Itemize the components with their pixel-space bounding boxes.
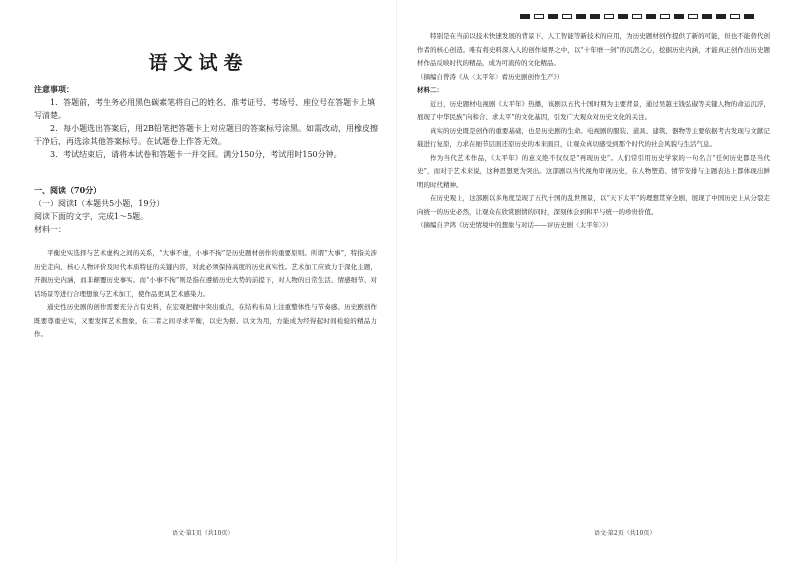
section-header <box>34 184 379 236</box>
source-citation: （摘编自尹鸿《历史情境中的想象与对话——评历史剧〈太平年〉》） <box>417 221 612 229</box>
page-footer: 语文·第2页（共10页） <box>594 530 656 537</box>
material-label: 材料二： <box>417 86 443 94</box>
right-top-text <box>417 30 770 233</box>
notice-block <box>34 83 379 161</box>
material-one-text <box>34 247 377 342</box>
notice-heading: 注意事项： <box>34 84 74 94</box>
paragraph: 平衡史实选择与艺术虚构之间的关系，“大事不虚，小事不拘”是历史题材创作的重要原则。所谓“大事”，特指关涉历史走向、核心人物评价及时代本质特征的关键内容，对此必须保持高度的历史真实性。艺术加工应致力于深化主题，开掘历史内涵，而非颠覆历史事实。而“小事不拘”则是指在遵循历史大势的前提下，对人物的日常生活、情感细节、对话场景等进行合理想象与艺术加工，使作品更具艺术感染力。 <box>34 249 377 298</box>
paragraph: 作为当代艺术作品，《太平年》的意义绝不仅仅是“再现历史”。人们常引用历史学家的一句名言“任何历史都是当代史”，而对于艺术来说，这种思想更为突出。这部剧以当代视角审视历史，在人物塑造、情节安排与主题表达上都体现出鲜明的时代精神。 <box>417 153 770 189</box>
instruction: 阅读下面的文字，完成1～5题。 <box>34 212 149 221</box>
paragraph: 通史性历史剧的创作需要充分占有史料，在宏观把握中突出重点，在结构布局上注重整体性与节奏感。历史剧创作既要尊重史实，又要发挥艺术想象，在二者之间寻求平衡，以史为据、以文为用，方能成为经得起时间检验的精品力作。 <box>34 303 377 338</box>
section-title: 一、阅读（70分） <box>34 185 102 195</box>
subsection-title: （一）阅读Ⅰ（本题共5小题，19分） <box>34 199 165 208</box>
paragraph: 特别是在当前以技术快速发展的背景下，人工智能等新技术的应用，为历史题材创作提供了新的可能，但也不能替代创作者的核心创造。唯有将史料深入人的创作境界之中，以“十年磨一剑”的沉潜之心，挖掘历史内涵，才能真正创作出历史题材作品反映时代的精品，成为可流传的文化精品。 <box>417 32 770 67</box>
page-divider <box>396 0 397 562</box>
paragraph: 在历史观上，这部剧以多角度呈现了五代十国的乱世图景，以“天下太平”的理想贯穿全剧，展现了中国历史上从分裂走向统一的历史必然，让观众在欣赏剧情的同时，深刻体会到和平与统一的珍贵价值。 <box>417 194 770 216</box>
notice-item: 1．答题前，考生务必用黑色碳素笔将自己的姓名、准考证号、考场号、座位号在答题卡上填写清楚。 <box>34 98 376 120</box>
page-footer: 语文·第1页（共10页） <box>172 530 234 537</box>
paragraph: 真实的历史既是创作的重要基础，也是历史剧的生命。电视剧的服装、道具、建筑、器物等主要依据考古发现与文献记载进行复原，力求在细节层面还原历史的本来面目，让观众真切感受到那个时代的社会风貌与生活气息。 <box>417 126 770 148</box>
notice-item: 3．考试结束后，请将本试卷和答题卡一并交回。满分150分，考试用时150分钟。 <box>50 150 342 159</box>
notice-item: 2．每小题选出答案后，用2B铅笔把答题卡上对应题目的答案标号涂黑。如需改动，用橡皮擦干净后，再选涂其他答案标号。在试题卷上作答无效。 <box>34 124 379 146</box>
material-label: 材料一： <box>34 225 66 234</box>
barcode-strip <box>520 14 754 19</box>
paragraph: 近日，历史题材电视剧《太平年》热播，该剧以五代十国时期为主要背景，通过吴越王钱弘俶等关键人物的命运沉浮，展现了中华民族“向和合、求太平”的文化基因，引发广大观众对历史文化的关注。 <box>417 99 770 121</box>
source-citation: （摘编自曾涛《从〈太平年〉看历史剧创作生产》） <box>417 72 564 81</box>
page-title: 语文试卷 <box>148 52 249 74</box>
